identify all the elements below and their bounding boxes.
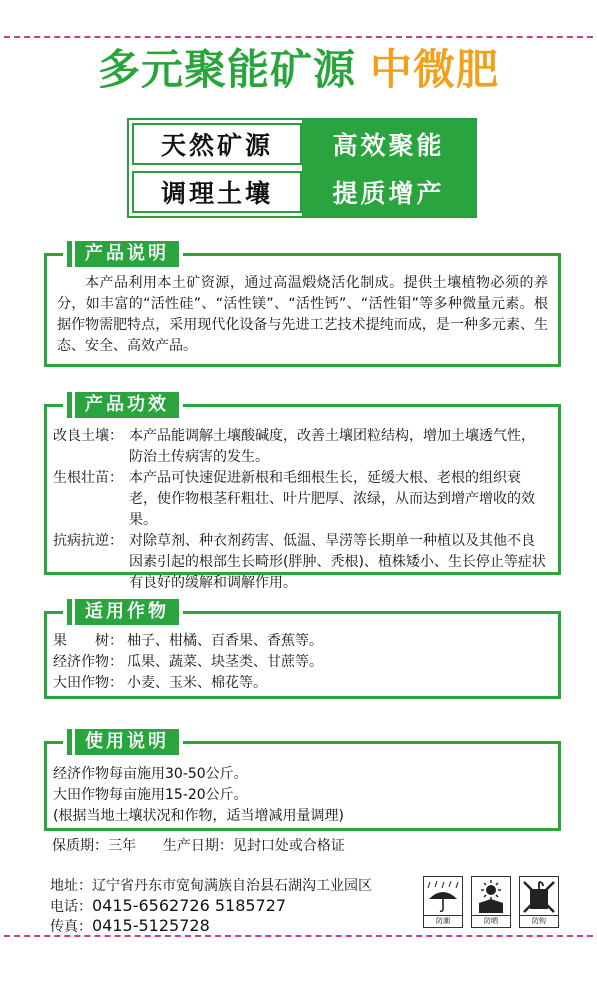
crops-section bbox=[44, 601, 561, 699]
effects-title bbox=[63, 392, 183, 418]
effect-item bbox=[53, 531, 548, 594]
phone-number: 0415-6562726 5185727 bbox=[92, 896, 287, 915]
shelf-life-line bbox=[52, 836, 345, 856]
crop-item bbox=[53, 673, 548, 694]
crop-key: 大田作物： bbox=[53, 675, 123, 691]
slogan-2: 高效聚能 bbox=[302, 120, 475, 168]
crop-value: 柚子、柑橘、百香果、香蕉等。 bbox=[127, 633, 323, 649]
effect-key: 改良土壤： bbox=[53, 428, 123, 444]
crop-key: 果 树： bbox=[53, 633, 123, 649]
bottom-cut-line bbox=[4, 935, 593, 937]
title-bar-decoration bbox=[67, 599, 72, 625]
effects-section bbox=[44, 394, 561, 591]
address: 地址：辽宁省丹东市宽甸满族自治县石湖沟工业园区 bbox=[50, 878, 372, 894]
top-cut-line bbox=[4, 36, 593, 38]
fax-line bbox=[50, 916, 372, 936]
shelf-life: 保质期：三年 bbox=[52, 838, 136, 854]
phone-label: 电话： bbox=[50, 899, 92, 915]
crop-item bbox=[53, 652, 548, 673]
effect-item bbox=[53, 468, 548, 531]
keep-from-sun-icon bbox=[471, 876, 511, 928]
usage-line: 经济作物每亩施用30-50公斤。 bbox=[53, 766, 248, 782]
description-section bbox=[44, 243, 561, 367]
headline-green-part: 多元聚能矿源 bbox=[97, 45, 356, 94]
effect-value: 本产品可快速促进新根和毛细根生长，延缓大根、老根的组织衰老，使作物根茎秆粗壮、叶片肥厚、浓绿，从而达到增产增收的效果。 bbox=[129, 470, 535, 528]
slogan-4: 提质增产 bbox=[302, 168, 475, 216]
crop-value: 瓜果、蔬菜、块茎类、甘蔗等。 bbox=[127, 654, 323, 670]
effects-title-label: 产品功效 bbox=[75, 392, 179, 418]
description-text: 本产品利用本土矿资源，通过高温煅烧活化制成。提供土壤植物必须的养分，如丰富的“活性硅”、“活性镁”、“活性钙”、“活性钼”等多种微量元素。根据作物需肥特点，采用现代化设备与先进工艺技术提纯而成，是一种多元素、生态、安全、高效产品。 bbox=[57, 275, 548, 354]
no-hooks-caption: 防钩 bbox=[520, 915, 558, 926]
title-bar-decoration bbox=[67, 241, 72, 267]
usage-title bbox=[63, 729, 183, 755]
crops-title-label: 适用作物 bbox=[75, 599, 179, 625]
title-bar-decoration bbox=[67, 729, 72, 755]
keep-dry-icon bbox=[423, 876, 463, 928]
usage-line: (根据当地土壤状况和作物，适当增减用量调理) bbox=[53, 808, 344, 824]
keep-from-sun-caption: 防晒 bbox=[472, 915, 510, 926]
slogan-1: 天然矿源 bbox=[132, 123, 302, 165]
effect-value: 对除草剂、种衣剂药害、低温、旱涝等长期单一种植以及其他不良因素引起的根部生长畸形(胖肿、秃根)、植株矮小、生长停止等症状有良好的缓解和调解作用。 bbox=[129, 533, 546, 591]
phone-line bbox=[50, 896, 372, 916]
usage-line: 大田作物每亩施用15-20公斤。 bbox=[53, 787, 248, 803]
usage-section bbox=[44, 731, 561, 831]
fax-number: 0415-5125728 bbox=[92, 916, 210, 935]
effect-value: 本产品能调解土壤酸碱度，改善土壤团粒结构，增加土壤透气性，防治土传病害的发生。 bbox=[129, 428, 535, 465]
contact-block bbox=[50, 876, 372, 936]
effect-key: 生根壮苗： bbox=[53, 470, 123, 486]
title-bar-decoration bbox=[67, 392, 72, 418]
usage-title-label: 使用说明 bbox=[75, 729, 179, 755]
crop-item bbox=[53, 631, 548, 652]
storage-icons bbox=[423, 876, 559, 928]
description-title bbox=[63, 241, 183, 267]
product-headline bbox=[0, 44, 597, 96]
effect-item bbox=[53, 426, 548, 468]
keep-dry-caption: 防潮 bbox=[424, 915, 462, 926]
slogan-grid bbox=[127, 118, 477, 218]
crop-key: 经济作物： bbox=[53, 654, 123, 670]
description-title-label: 产品说明 bbox=[75, 241, 179, 267]
headline-orange-part: 中微肥 bbox=[370, 45, 500, 94]
production-date: 生产日期：见封口处或合格证 bbox=[162, 838, 345, 854]
fax-label: 传真： bbox=[50, 919, 92, 935]
crops-title bbox=[63, 599, 183, 625]
effect-key: 抗病抗逆： bbox=[53, 533, 123, 549]
crop-value: 小麦、玉米、棉花等。 bbox=[127, 675, 267, 691]
slogan-3: 调理土壤 bbox=[132, 171, 302, 213]
no-hooks-icon bbox=[519, 876, 559, 928]
